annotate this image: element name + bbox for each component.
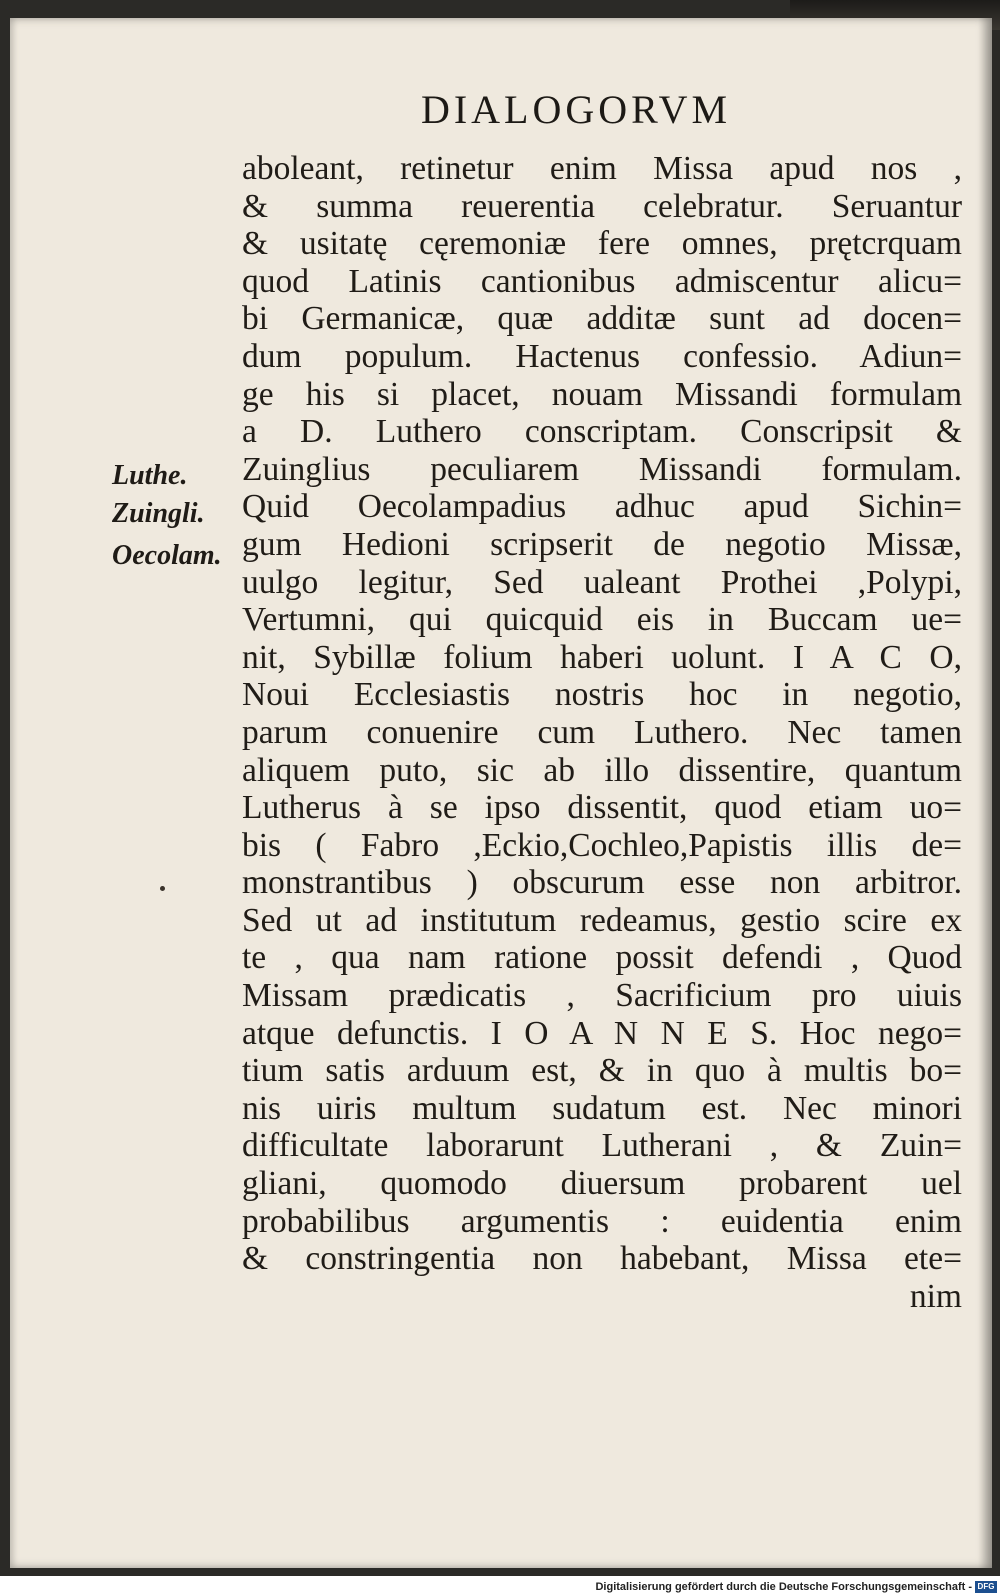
marginal-note-luther: Luthe. <box>112 460 188 491</box>
body-text <box>242 150 962 1315</box>
text-line: gum Hedioni scripserit de negotio Missæ, <box>242 525 962 563</box>
funding-notice: Digitalisierung gefördert durch die Deutsche Forschungsgemeinschaft - <box>595 1581 972 1593</box>
text-line: uulgo legitur, Sed ualeant Prothei ,Polypi, <box>242 563 962 601</box>
running-head: DIALOGORVM <box>420 87 732 132</box>
text-line: & constringentia non habebant, Missa ete= <box>242 1240 962 1278</box>
text-line: nim <box>909 1277 962 1315</box>
text-line: dum populum. Hactenus confessio. Adiun= <box>242 337 962 375</box>
text-line: a D. Luthero conscriptam. Conscripsit & <box>242 413 962 451</box>
text-line: parum conuenire cum Luthero. Nec tamen <box>242 713 962 751</box>
dfg-logo: DFG <box>975 1581 997 1593</box>
footer-bar <box>0 1576 1000 1596</box>
text-line: Missam prædicatis , Sacrificium pro uiuis <box>242 977 962 1015</box>
ink-speck <box>160 886 165 891</box>
book-page <box>10 18 992 1568</box>
text-line: Zuinglius peculiarem Missandi formulam. <box>242 450 962 488</box>
text-line: probabilibus argumentis : euidentia enim <box>242 1202 962 1240</box>
text-line: Lutherus à se ipso dissentit, quod etiam uo= <box>242 789 962 827</box>
text-line: & usitatę cęremoniæ fere omnes, prętcrquam <box>242 225 962 263</box>
text-line: bi Germanicæ, quæ additæ sunt ad docen= <box>242 300 962 338</box>
text-line: bis ( Fabro ,Eckio,Cochleo,Papistis illis de= <box>242 826 962 864</box>
text-line: aboleant, retinetur enim Missa apud nos , <box>242 150 962 187</box>
text-line: Vertumni, qui quicquid eis in Buccam ue= <box>242 601 962 639</box>
text-line: nis uiris multum sudatum est. Nec minori <box>242 1089 962 1127</box>
text-line: Quid Oecolampadius adhuc apud Sichin= <box>242 488 962 526</box>
text-line: tium satis arduum est, & in quo à multis bo= <box>242 1052 962 1090</box>
text-line: Sed ut ad institutum redeamus, gestio scire ex <box>242 901 962 939</box>
text-line: atque defunctis. I O A N N E S. Hoc nego= <box>242 1014 962 1052</box>
text-line: ge his si placet, nouam Missandi formulam <box>242 375 962 413</box>
text-line: te , qua nam ratione possit defendi , Quod <box>242 939 962 977</box>
marginal-note-zwingli: Zuingli. <box>112 498 205 529</box>
text-line: gliani, quomodo diuersum probarent uel <box>242 1165 962 1203</box>
text-line: monstrantibus ) obscurum esse non arbitror. <box>242 864 962 902</box>
text-line: aliquem puto, sic ab illo dissentire, quantum <box>242 751 962 789</box>
text-line: Noui Ecclesiastis nostris hoc in negotio, <box>242 676 962 714</box>
text-line: nit, Sybillæ folium haberi uolunt. I A C O, <box>242 638 962 676</box>
text-line: difficultate laborarunt Lutherani , & Zuin= <box>242 1127 962 1165</box>
text-line: & summa reuerentia celebratur. Seruantur <box>242 187 962 225</box>
text-line: quod Latinis cantionibus admiscentur alicu= <box>242 262 962 300</box>
marginal-note-oecolampadius: Oecolam. <box>112 540 222 571</box>
